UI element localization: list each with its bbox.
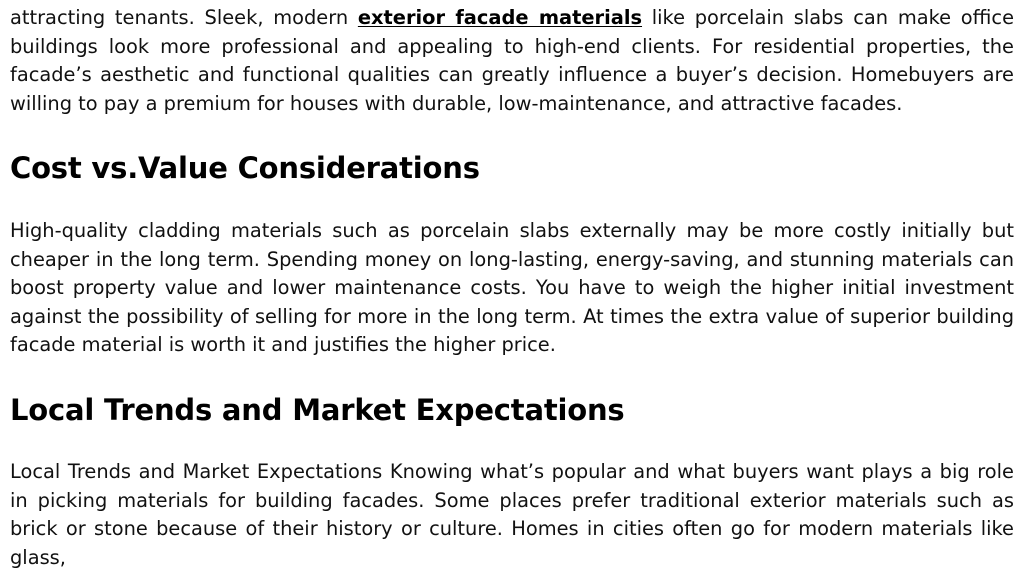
exterior-facade-materials-link[interactable]: exterior facade materials xyxy=(357,6,643,29)
intro-text-before-link: attracting tenants. Sleek, modern xyxy=(10,6,358,29)
local-trends-heading: Local Trends and Market Expectations xyxy=(10,393,625,427)
intro-text-after-link: like porcelain slabs can make office buildings look more professional and appealing to high-end clients. For residential properties, the facade’s aesthetic and functional qualities can greatly influence a buyer’s decision. Homebuyers are willing to pay a premium for houses with durable, low-maintenance, and attractive facades. xyxy=(10,6,1015,115)
intro-paragraph xyxy=(10,4,1014,118)
cost-value-heading: Cost vs.Value Considerations xyxy=(10,151,480,185)
local-trends-paragraph: Local Trends and Market Expectations Knowing what’s popular and what buyers want plays a big role in picking materials for building facades. Some places prefer traditional exterior materials such as brick or stone because of their history or culture. Homes in cities often go for modern materials like glass, xyxy=(10,460,1014,569)
cost-value-paragraph: High-quality cladding materials such as porcelain slabs externally may be more costly initially but cheaper in the long term. Spending money on long-lasting, energy-saving, and stunning materials can boost property value and lower maintenance costs. You have to weigh the higher initial investment against the possibility of selling for more in the long term. At times the extra value of superior building facade material is worth it and justifies the higher price. xyxy=(10,219,1014,356)
